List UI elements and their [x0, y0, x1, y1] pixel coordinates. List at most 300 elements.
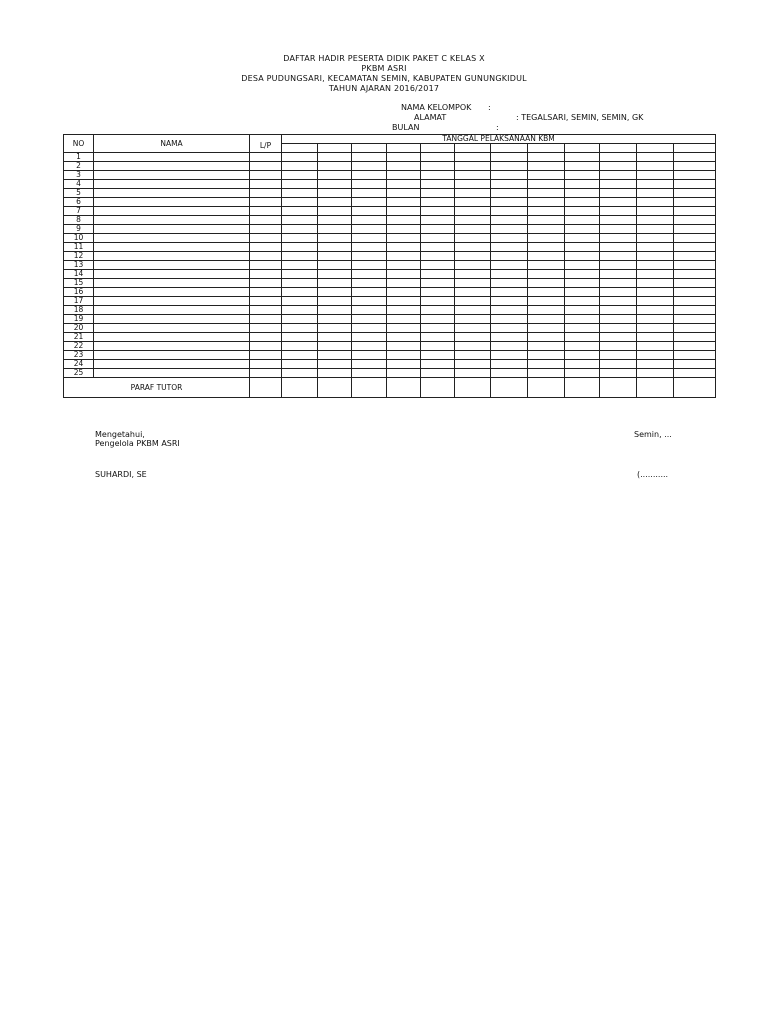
- attendance-cell: [637, 279, 674, 288]
- table-row: [64, 153, 716, 162]
- attendance-cell: [455, 198, 491, 207]
- attendance-cell: [387, 180, 421, 189]
- attendance-cell: [491, 333, 528, 342]
- table-row: [64, 351, 716, 360]
- name-cell: [94, 207, 250, 216]
- attendance-cell: [455, 261, 491, 270]
- attendance-cell: [352, 360, 387, 369]
- attendance-cell: [352, 216, 387, 225]
- attendance-cell: [318, 351, 352, 360]
- attendance-cell: [637, 207, 674, 216]
- table-row: [64, 270, 716, 279]
- attendance-cell: [282, 306, 318, 315]
- attendance-cell: [421, 189, 455, 198]
- attendance-cell: [352, 171, 387, 180]
- date-column-cell: [387, 144, 421, 153]
- lp-cell: [250, 297, 282, 306]
- attendance-cell: [528, 324, 565, 333]
- row-number: 23: [64, 351, 94, 360]
- attendance-cell: [674, 360, 716, 369]
- attendance-cell: [637, 288, 674, 297]
- name-cell: [94, 153, 250, 162]
- signatory-name: SUHARDI, SE: [95, 470, 147, 479]
- attendance-cell: [637, 270, 674, 279]
- attendance-cell: [282, 315, 318, 324]
- row-number: 25: [64, 369, 94, 378]
- attendance-cell: [528, 171, 565, 180]
- attendance-cell: [318, 270, 352, 279]
- lp-cell: [250, 198, 282, 207]
- attendance-cell: [565, 270, 600, 279]
- alamat-value: : TEGALSARI, SEMIN, SEMIN, GK: [516, 113, 644, 122]
- name-cell: [94, 270, 250, 279]
- attendance-cell: [491, 180, 528, 189]
- attendance-cell: [318, 216, 352, 225]
- attendance-cell: [352, 324, 387, 333]
- attendance-cell: [455, 270, 491, 279]
- attendance-cell: [600, 225, 637, 234]
- attendance-cell: [491, 351, 528, 360]
- date-column-cell: [491, 144, 528, 153]
- attendance-cell: [600, 306, 637, 315]
- attendance-cell: [318, 153, 352, 162]
- attendance-cell: [421, 207, 455, 216]
- attendance-cell: [637, 342, 674, 351]
- attendance-cell: [565, 153, 600, 162]
- attendance-cell: [387, 252, 421, 261]
- attendance-cell: [421, 225, 455, 234]
- attendance-cell: [674, 180, 716, 189]
- table-row: [64, 288, 716, 297]
- attendance-cell: [282, 279, 318, 288]
- attendance-cell: [600, 153, 637, 162]
- lp-cell: [250, 171, 282, 180]
- attendance-cell: [674, 306, 716, 315]
- attendance-cell: [674, 297, 716, 306]
- attendance-cell: [600, 315, 637, 324]
- attendance-cell: [565, 261, 600, 270]
- attendance-cell: [600, 369, 637, 378]
- lp-cell: [250, 369, 282, 378]
- table-row: [64, 324, 716, 333]
- date-column-cell: [421, 144, 455, 153]
- header-row-1: [64, 135, 716, 144]
- attendance-cell: [455, 153, 491, 162]
- date-column-cell: [282, 144, 318, 153]
- attendance-cell: [282, 360, 318, 369]
- table-row: [64, 171, 716, 180]
- attendance-cell: [352, 252, 387, 261]
- attendance-cell: [637, 261, 674, 270]
- lp-cell: [250, 306, 282, 315]
- attendance-cell: [318, 342, 352, 351]
- paraf-cell: [565, 378, 600, 398]
- attendance-cell: [600, 297, 637, 306]
- attendance-cell: [455, 252, 491, 261]
- attendance-cell: [674, 243, 716, 252]
- attendance-cell: [352, 225, 387, 234]
- name-cell: [94, 234, 250, 243]
- attendance-cell: [600, 189, 637, 198]
- lp-cell: [250, 279, 282, 288]
- attendance-cell: [674, 234, 716, 243]
- attendance-cell: [565, 198, 600, 207]
- attendance-cell: [491, 279, 528, 288]
- attendance-cell: [565, 288, 600, 297]
- attendance-cell: [565, 369, 600, 378]
- attendance-cell: [674, 252, 716, 261]
- attendance-cell: [282, 234, 318, 243]
- name-cell: [94, 198, 250, 207]
- row-number: 5: [64, 189, 94, 198]
- attendance-cell: [282, 369, 318, 378]
- attendance-cell: [637, 171, 674, 180]
- attendance-cell: [600, 360, 637, 369]
- table-row: [64, 207, 716, 216]
- attendance-cell: [528, 180, 565, 189]
- lp-cell: [250, 324, 282, 333]
- table-row: [64, 306, 716, 315]
- attendance-cell: [455, 234, 491, 243]
- row-number: 7: [64, 207, 94, 216]
- attendance-cell: [637, 198, 674, 207]
- attendance-cell: [282, 252, 318, 261]
- attendance-cell: [600, 261, 637, 270]
- attendance-cell: [674, 225, 716, 234]
- attendance-cell: [637, 225, 674, 234]
- row-number: 3: [64, 171, 94, 180]
- attendance-cell: [674, 351, 716, 360]
- attendance-cell: [421, 288, 455, 297]
- attendance-cell: [387, 315, 421, 324]
- attendance-cell: [387, 162, 421, 171]
- name-cell: [94, 261, 250, 270]
- attendance-cell: [282, 153, 318, 162]
- attendance-cell: [600, 234, 637, 243]
- attendance-cell: [352, 351, 387, 360]
- attendance-cell: [528, 351, 565, 360]
- attendance-cell: [600, 207, 637, 216]
- nama-kelompok-label: NAMA KELOMPOK: [401, 103, 472, 112]
- date-column-cell: [674, 144, 716, 153]
- attendance-cell: [565, 171, 600, 180]
- attendance-cell: [600, 288, 637, 297]
- attendance-cell: [674, 153, 716, 162]
- attendance-cell: [318, 324, 352, 333]
- attendance-cell: [387, 198, 421, 207]
- attendance-cell: [637, 234, 674, 243]
- lp-cell: [250, 162, 282, 171]
- attendance-cell: [637, 162, 674, 171]
- paraf-cell: [455, 378, 491, 398]
- attendance-cell: [674, 279, 716, 288]
- row-number: 18: [64, 306, 94, 315]
- attendance-cell: [455, 315, 491, 324]
- attendance-cell: [565, 342, 600, 351]
- name-cell: [94, 180, 250, 189]
- lp-cell: [250, 351, 282, 360]
- attendance-cell: [600, 162, 637, 171]
- attendance-cell: [491, 243, 528, 252]
- name-cell: [94, 162, 250, 171]
- attendance-cell: [318, 252, 352, 261]
- attendance-cell: [421, 342, 455, 351]
- attendance-cell: [637, 351, 674, 360]
- paraf-cell: [637, 378, 674, 398]
- attendance-cell: [565, 315, 600, 324]
- name-cell: [94, 225, 250, 234]
- attendance-cell: [318, 261, 352, 270]
- attendance-cell: [282, 198, 318, 207]
- nama-kelompok-colon: :: [488, 103, 491, 112]
- attendance-cell: [528, 306, 565, 315]
- attendance-cell: [455, 207, 491, 216]
- lp-cell: [250, 360, 282, 369]
- attendance-cell: [455, 369, 491, 378]
- date-column-cell: [318, 144, 352, 153]
- attendance-cell: [282, 225, 318, 234]
- row-number: 8: [64, 216, 94, 225]
- attendance-cell: [318, 279, 352, 288]
- attendance-cell: [318, 180, 352, 189]
- attendance-cell: [565, 333, 600, 342]
- attendance-cell: [491, 153, 528, 162]
- table-row: [64, 279, 716, 288]
- date-column-cell: [352, 144, 387, 153]
- attendance-cell: [637, 324, 674, 333]
- lp-cell: [250, 189, 282, 198]
- paraf-cell: [352, 378, 387, 398]
- attendance-cell: [282, 162, 318, 171]
- name-cell: [94, 351, 250, 360]
- attendance-cell: [455, 324, 491, 333]
- attendance-cell: [387, 153, 421, 162]
- attendance-cell: [455, 360, 491, 369]
- attendance-cell: [387, 333, 421, 342]
- attendance-cell: [387, 270, 421, 279]
- attendance-cell: [600, 252, 637, 261]
- paraf-tutor-row: [64, 378, 716, 398]
- attendance-cell: [387, 171, 421, 180]
- attendance-cell: [455, 216, 491, 225]
- lp-cell: [250, 333, 282, 342]
- paraf-cell: [600, 378, 637, 398]
- attendance-cell: [352, 297, 387, 306]
- name-cell: [94, 171, 250, 180]
- lp-cell: [250, 252, 282, 261]
- attendance-cell: [352, 288, 387, 297]
- lp-cell: [250, 234, 282, 243]
- attendance-cell: [318, 162, 352, 171]
- attendance-cell: [565, 234, 600, 243]
- row-number: 6: [64, 198, 94, 207]
- date-column-cell: [528, 144, 565, 153]
- attendance-cell: [565, 189, 600, 198]
- name-cell: [94, 315, 250, 324]
- paraf-cell: [421, 378, 455, 398]
- table-row: [64, 189, 716, 198]
- table-row: [64, 243, 716, 252]
- attendance-cell: [674, 207, 716, 216]
- attendance-cell: [528, 189, 565, 198]
- attendance-cell: [491, 216, 528, 225]
- attendance-cell: [637, 369, 674, 378]
- name-cell: [94, 288, 250, 297]
- attendance-cell: [387, 225, 421, 234]
- attendance-cell: [282, 270, 318, 279]
- row-number: 4: [64, 180, 94, 189]
- row-number: 19: [64, 315, 94, 324]
- attendance-cell: [600, 270, 637, 279]
- attendance-cell: [565, 207, 600, 216]
- attendance-cell: [491, 189, 528, 198]
- attendance-cell: [637, 180, 674, 189]
- mengetahui-text: Mengetahui,: [95, 430, 145, 439]
- title-line-2: PKBM ASRI: [361, 64, 407, 73]
- attendance-cell: [421, 351, 455, 360]
- attendance-cell: [528, 369, 565, 378]
- attendance-cell: [528, 252, 565, 261]
- attendance-cell: [455, 279, 491, 288]
- attendance-cell: [318, 198, 352, 207]
- attendance-cell: [528, 315, 565, 324]
- attendance-cell: [318, 243, 352, 252]
- row-number: 11: [64, 243, 94, 252]
- table-row: [64, 333, 716, 342]
- attendance-cell: [421, 306, 455, 315]
- attendance-cell: [528, 297, 565, 306]
- paraf-cell: [491, 378, 528, 398]
- row-number: 22: [64, 342, 94, 351]
- attendance-cell: [491, 261, 528, 270]
- row-number: 13: [64, 261, 94, 270]
- table-row: [64, 369, 716, 378]
- name-cell: [94, 360, 250, 369]
- lp-cell: [250, 153, 282, 162]
- table-row: [64, 180, 716, 189]
- lp-cell: [250, 342, 282, 351]
- attendance-cell: [674, 324, 716, 333]
- attendance-cell: [455, 180, 491, 189]
- lp-cell: [250, 270, 282, 279]
- name-cell: [94, 324, 250, 333]
- attendance-cell: [491, 252, 528, 261]
- attendance-cell: [282, 333, 318, 342]
- attendance-cell: [528, 270, 565, 279]
- attendance-cell: [318, 234, 352, 243]
- date-column-cell: [600, 144, 637, 153]
- attendance-cell: [387, 360, 421, 369]
- attendance-cell: [455, 297, 491, 306]
- attendance-cell: [387, 342, 421, 351]
- attendance-cell: [282, 342, 318, 351]
- name-cell: [94, 306, 250, 315]
- attendance-cell: [491, 369, 528, 378]
- attendance-cell: [491, 297, 528, 306]
- name-cell: [94, 279, 250, 288]
- attendance-cell: [600, 351, 637, 360]
- attendance-cell: [600, 171, 637, 180]
- attendance-cell: [282, 180, 318, 189]
- attendance-cell: [491, 324, 528, 333]
- col-header-tanggal: TANGGAL PELAKSANAAN KBM: [282, 135, 716, 144]
- tutor-signature-placeholder: (...........: [637, 470, 669, 479]
- row-number: 16: [64, 288, 94, 297]
- attendance-cell: [421, 324, 455, 333]
- attendance-cell: [387, 243, 421, 252]
- attendance-cell: [318, 297, 352, 306]
- attendance-cell: [600, 180, 637, 189]
- row-number: 17: [64, 297, 94, 306]
- attendance-cell: [674, 369, 716, 378]
- attendance-cell: [565, 252, 600, 261]
- attendance-cell: [491, 270, 528, 279]
- attendance-cell: [387, 297, 421, 306]
- attendance-cell: [282, 216, 318, 225]
- date-column-cell: [455, 144, 491, 153]
- attendance-cell: [600, 198, 637, 207]
- row-number: 15: [64, 279, 94, 288]
- col-header-nama: NAMA: [94, 135, 250, 153]
- lp-cell: [250, 315, 282, 324]
- attendance-cell: [528, 216, 565, 225]
- attendance-cell: [455, 351, 491, 360]
- attendance-cell: [565, 243, 600, 252]
- attendance-cell: [637, 315, 674, 324]
- attendance-cell: [674, 261, 716, 270]
- col-header-lp: L/P: [250, 135, 282, 153]
- attendance-cell: [282, 297, 318, 306]
- date-column-cell: [565, 144, 600, 153]
- title-line-1: DAFTAR HADIR PESERTA DIDIK PAKET C KELAS X: [283, 54, 485, 63]
- attendance-cell: [491, 234, 528, 243]
- attendance-cell: [282, 171, 318, 180]
- attendance-cell: [637, 216, 674, 225]
- date-column-cell: [637, 144, 674, 153]
- table-row: [64, 225, 716, 234]
- attendance-cell: [455, 189, 491, 198]
- table-row: [64, 297, 716, 306]
- bulan-colon: :: [496, 123, 499, 132]
- attendance-cell: [421, 360, 455, 369]
- attendance-cell: [637, 153, 674, 162]
- name-cell: [94, 243, 250, 252]
- attendance-cell: [455, 162, 491, 171]
- attendance-cell: [528, 198, 565, 207]
- attendance-cell: [387, 207, 421, 216]
- attendance-cell: [674, 342, 716, 351]
- attendance-table: [63, 134, 716, 398]
- attendance-cell: [318, 171, 352, 180]
- attendance-cell: [282, 189, 318, 198]
- row-number: 10: [64, 234, 94, 243]
- attendance-cell: [491, 207, 528, 216]
- attendance-cell: [421, 315, 455, 324]
- attendance-cell: [421, 234, 455, 243]
- attendance-cell: [491, 225, 528, 234]
- attendance-cell: [528, 162, 565, 171]
- attendance-cell: [318, 189, 352, 198]
- attendance-cell: [387, 324, 421, 333]
- attendance-cell: [637, 297, 674, 306]
- name-cell: [94, 297, 250, 306]
- table-row: [64, 315, 716, 324]
- row-number: 12: [64, 252, 94, 261]
- place-date-text: Semin, ...: [634, 430, 672, 439]
- lp-cell: [250, 216, 282, 225]
- attendance-cell: [387, 369, 421, 378]
- attendance-cell: [387, 351, 421, 360]
